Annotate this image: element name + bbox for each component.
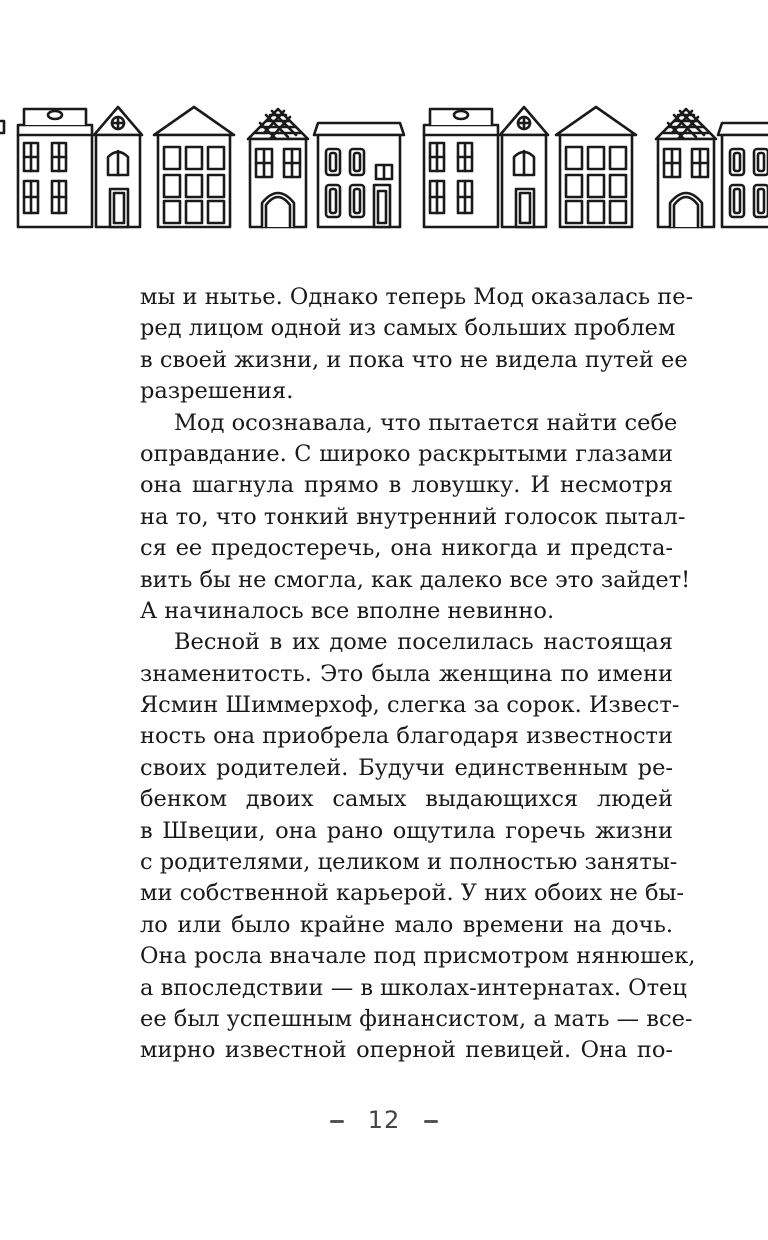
text-line: Ясмин Шиммерхоф, слегка за сорок. Извест- <box>140 692 680 719</box>
text-line: мы и нытье. Однако теперь Мод оказалась пе- <box>140 284 694 310</box>
text-line: знаменитость. Это была женщина по имени <box>140 660 673 687</box>
text-line: оправдание. С широко раскрытыми глазами <box>140 440 673 467</box>
text-line: с родителями, целиком и полностью заняты- <box>140 849 678 876</box>
text-line: бенком двоих самых выдающихся людей <box>140 786 673 813</box>
body-text <box>140 282 696 1067</box>
text-line: Она росла вначале под присмотром нянюшек, <box>140 943 696 970</box>
text-line: а впоследствии — в школах-интернатах. Отец <box>140 974 687 1001</box>
text-line: ся ее предостеречь, она никогда и предста- <box>140 535 673 562</box>
paragraph <box>140 282 694 408</box>
row-of-houses-illustration <box>0 95 768 235</box>
text-line: своих родителей. Будучи единственным ре- <box>140 754 673 781</box>
paragraph <box>140 408 691 628</box>
text-line: ред лицом одной из самых больших проблем <box>140 315 676 342</box>
text-line: мирно известной оперной певицей. Она по- <box>140 1037 673 1064</box>
text-line: в своей жизни, и пока что не видела путей ее <box>140 346 688 373</box>
text-line: Весной в их доме поселилась настоящая <box>174 629 673 656</box>
dash-right <box>424 1120 438 1123</box>
paragraph <box>140 627 696 1066</box>
text-line: ми собственной карьерой. У них обоих не бы- <box>140 880 684 907</box>
text-line: А начиналось все вполне невинно. <box>140 597 555 624</box>
page-number <box>0 1106 768 1134</box>
text-line: разрешения. <box>140 378 294 405</box>
text-line: ность она приобрела благодаря известности <box>140 723 673 750</box>
text-line: ее был успешным финансистом, а мать — все- <box>140 1005 693 1032</box>
text-line: в Швеции, она рано ощутила горечь жизни <box>140 817 673 844</box>
text-line: Мод осознавала, что пытается найти себе <box>174 409 678 436</box>
text-line: на то, что тонкий внутренний голосок пытал- <box>140 503 686 530</box>
text-line: ло или было крайне мало времени на дочь. <box>140 911 673 938</box>
page-number-value: 12 <box>367 1106 401 1134</box>
dash-left <box>330 1120 344 1123</box>
text-line: она шагнула прямо в ловушку. И несмотря <box>140 472 673 499</box>
text-line: вить бы не смогла, как далеко все это зайдет! <box>140 566 691 593</box>
